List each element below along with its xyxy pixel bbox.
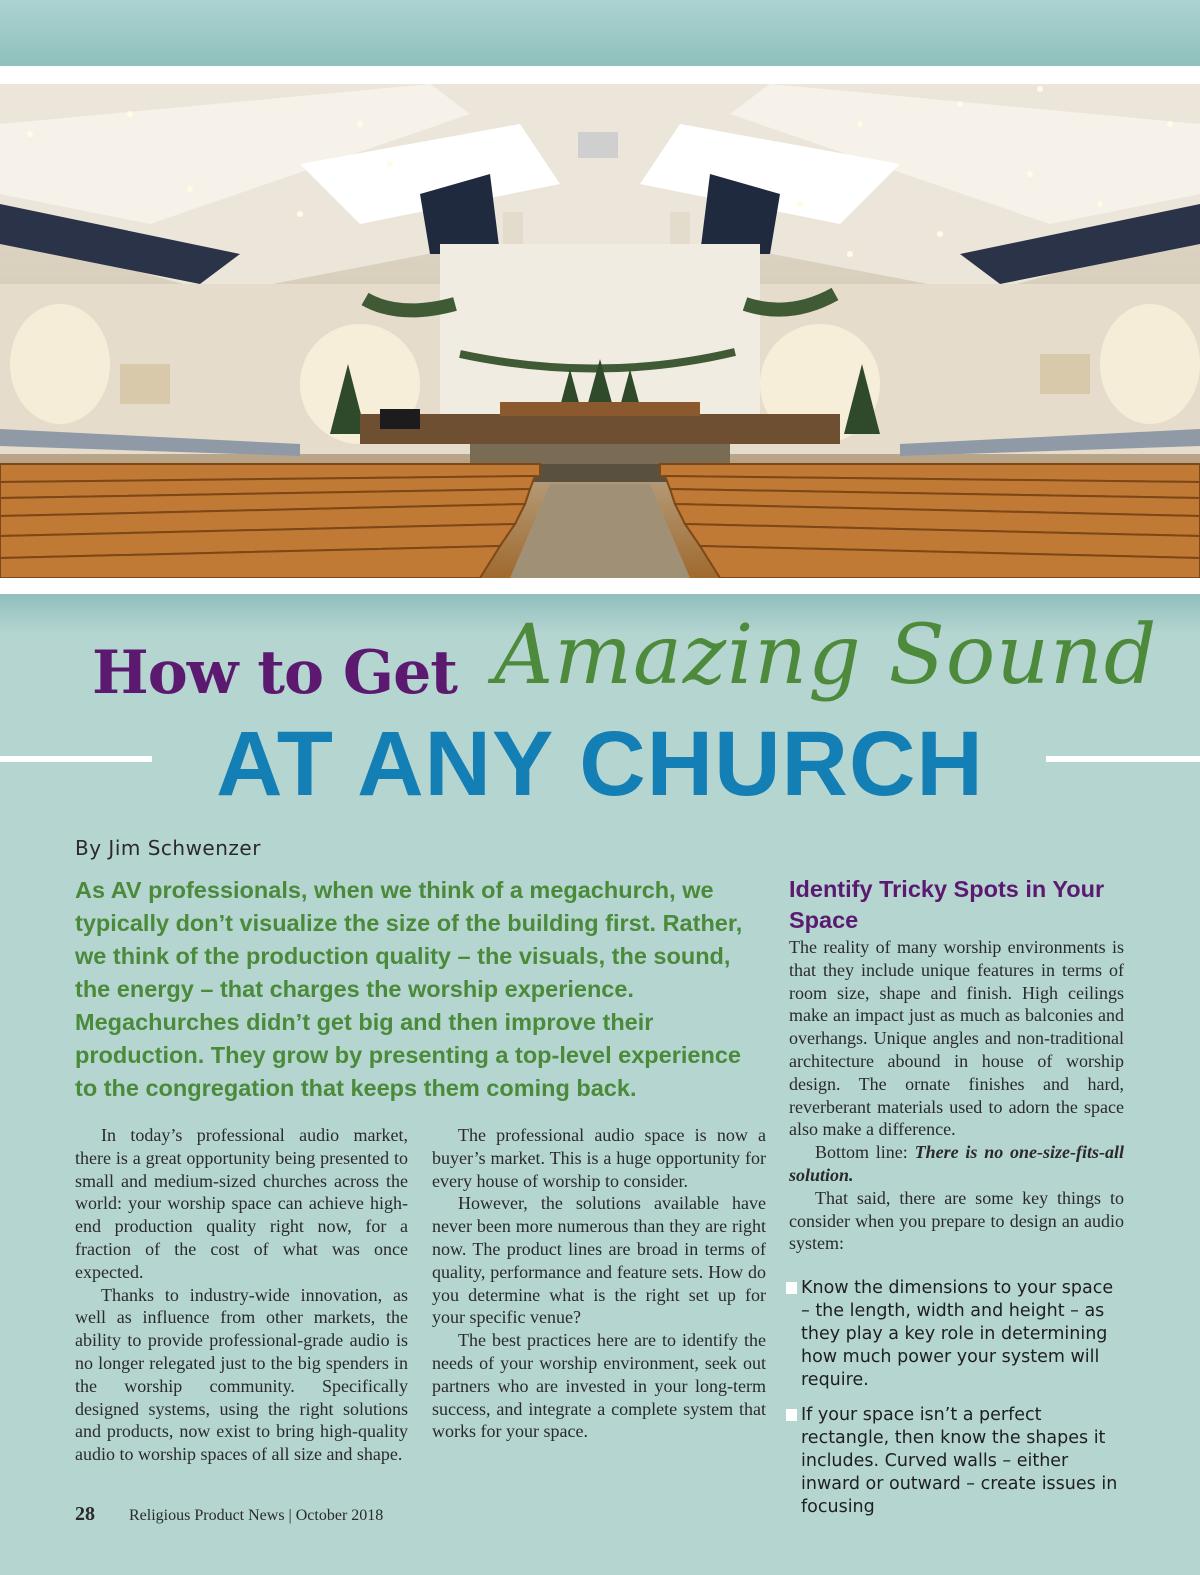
body-paragraph: However, the solutions available have never been more numerous than they are right now. The product lines are broad in terms of quality, performance and feature sets. How do you determine what is the right set up for your specific venue?	[432, 1193, 766, 1328]
intro-paragraph: As AV professionals, when we think of a megachurch, we typically don’t visualize the size of the building first. Rather, we think of the production quality – the visuals, the sound, the energy – that charges the worship experience. Megachurches didn’t get big and then improve their production. They grow by presenting a top-level experience to the congregation that keeps them coming back.	[75, 877, 743, 1101]
decorative-rule-right	[1046, 756, 1200, 762]
decorative-rule-left	[0, 756, 152, 762]
byline: By Jim Schwenzer	[75, 836, 261, 860]
body-column-2	[432, 1124, 766, 1443]
list-item	[789, 1277, 1124, 1392]
headline-line-2	[0, 712, 1200, 815]
page-number: 28	[75, 1503, 95, 1525]
body-paragraph: The professional audio space is now a buyer’s market. This is a huge opportunity for every house of worship to consider.	[432, 1125, 766, 1191]
body-paragraph: In today’s professional audio market, there is a great opportunity being presented to small and medium-sized churches across the world: your worship space can achieve high-end production quality right now, for a fraction of the cost of what was once expected.	[75, 1125, 408, 1282]
sidebar-body	[789, 936, 1124, 1255]
list-item	[789, 1404, 1124, 1519]
publication-info: Religious Product News | October 2018	[129, 1507, 384, 1524]
sidebar-heading: Identify Tricky Spots in Your Space	[789, 876, 1105, 933]
headline-amazing-sound: Amazing Sound	[494, 608, 1158, 703]
headline-line-1	[0, 608, 1200, 718]
page-footer	[75, 1503, 383, 1526]
bottom-line-lead: Bottom line:	[815, 1142, 915, 1163]
sidebar-bullet-list	[789, 1277, 1124, 1519]
sidebar-paragraph: That said, there are some key things to consider when you prepare to design an audio system:	[789, 1187, 1124, 1254]
list-item-text: If your space isn’t a perfect rectangle, then know the shapes it includes. Curved walls – either inward or outward – create issues in focusing	[801, 1405, 1118, 1518]
sidebar-column	[789, 874, 1124, 1531]
body-paragraph: Thanks to industry-wide innovation, as well as influence from other markets, the ability to provide professional-grade audio is no longer relegated just to the big spenders in the worship community. Specifically designed systems, using the right solutions and products, now exist to bring high-quality audio to worship spaces of all size and shape.	[75, 1284, 408, 1465]
sidebar-paragraph-bottom-line	[789, 1141, 1124, 1187]
list-item-text: Know the dimensions to your space – the length, width and height – as they play a key role in determining how much power your system will require.	[801, 1278, 1114, 1391]
sidebar-paragraph: The reality of many worship environments is that they include unique features in terms of room size, shape and finish. High ceilings make an impact just as much as balconies and overhangs. Unique angles and non-traditional architecture abound in house of worship design. The ornate finishes and hard, reverberant materials used to adorn the space also make a difference.	[789, 937, 1124, 1140]
bottom-line-emphasis: There is no one-size-fits-all solution.	[789, 1142, 1124, 1185]
top-color-band	[0, 0, 1200, 66]
church-sanctuary-photo	[0, 84, 1200, 578]
body-paragraph: The best practices here are to identify the needs of your worship environment, seek out partners who are invested in your long-term success, and integrate a complete system that works for your space.	[432, 1330, 766, 1442]
photo-frame	[0, 66, 1200, 594]
square-bullet-icon	[786, 1409, 797, 1421]
square-bullet-icon	[786, 1282, 797, 1294]
headline-at-any-church: AT ANY CHURCH	[216, 713, 984, 815]
headline-how-to-get: How to Get	[92, 638, 457, 708]
body-column-1	[75, 1124, 408, 1466]
